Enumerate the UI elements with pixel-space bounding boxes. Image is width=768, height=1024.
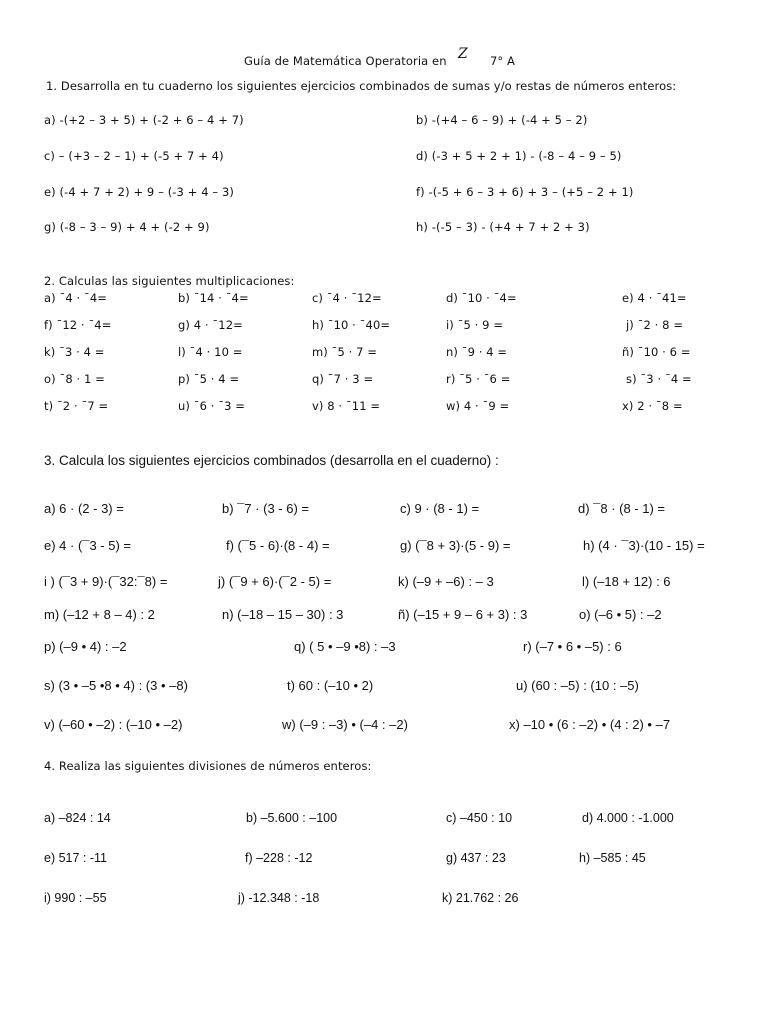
multiplication-item: o) ¯8 · 1 = [44,372,105,386]
multiplication-item: l) ¯4 · 10 = [178,345,243,359]
multiplication-item: n) ¯9 · 4 = [446,345,508,359]
division-item: c) –450 : 10 [446,811,513,825]
multiplication-item: s) ¯3 · ¯4 = [626,372,692,386]
page-title [244,56,447,68]
multiplication-item: m) ¯5 · 7 = [312,345,378,359]
section-1-instruction: 1. Desarrolla en tu cuaderno los siguientes ejercicios combinados de sumas y/o restas de números enteros: [46,79,677,93]
multiplication-item: u) ¯6 · ¯3 = [178,399,246,413]
exercise-1c: c) – (+3 – 2 – 1) + (-5 + 7 + 4) [44,149,224,163]
combined-exercise-item: x) –10 • (6 : –2) • (4 : 2) • –7 [509,717,671,732]
multiplication-item: p) ¯5 · 4 = [178,372,240,386]
division-item: b) –5.600 : –100 [246,811,338,825]
multiplication-item: ñ) ¯10 · 6 = [622,345,691,359]
multiplication-item: c) ¯4 · ¯12= [312,291,382,305]
multiplication-item: a) ¯4 · ¯4= [44,291,108,305]
combined-exercise-item: k) (–9 + –6) : – 3 [398,574,494,589]
combined-exercise-item: j) (¯9 + 6)·(¯2 - 5) = [218,574,332,589]
multiplication-item: f) ¯12 · ¯4= [44,318,112,332]
section-3-instruction: 3. Calcula los siguientes ejercicios combinados (desarrolla en el cuaderno) : [44,453,499,468]
combined-exercise-item: v) (–60 • –2) : (–10 • –2) [44,717,183,732]
division-item: k) 21.762 : 26 [442,891,519,905]
multiplication-item: e) 4 · ¯41= [622,291,687,305]
division-item: d) 4.000 : -1.000 [582,811,674,825]
section-4-instruction: 4. Realiza las siguientes divisiones de números enteros: [44,759,372,773]
multiplication-item: q) ¯7 · 3 = [312,372,374,386]
division-item: a) –824 : 14 [44,811,111,825]
exercise-1e: e) (-4 + 7 + 2) + 9 – (-3 + 4 – 3) [44,185,234,199]
combined-exercise-item: a) 6 · (2 - 3) = [44,501,124,516]
multiplication-item: g) 4 · ¯12= [178,318,243,332]
division-item: f) –228 : -12 [245,851,313,865]
exercise-1g: g) (-8 – 3 – 9) + 4 + (-2 + 9) [44,220,210,234]
multiplication-item: b) ¯14 · ¯4= [178,291,249,305]
combined-exercise-item: t) 60 : (–10 • 2) [287,678,374,693]
combined-exercise-item: n) (–18 – 15 – 30) : 3 [222,607,344,622]
multiplication-item: x) 2 · ¯8 = [622,399,683,413]
multiplication-item: k) ¯3 · 4 = [44,345,105,359]
division-item: e) 517 : -11 [44,851,108,865]
multiplication-item: v) 8 · ¯11 = [312,399,381,413]
exercise-1h: h) -(-5 – 3) - (+4 + 7 + 2 + 3) [416,220,590,234]
combined-exercise-item: m) (–12 + 8 – 4) : 2 [44,607,155,622]
multiplication-item: d) ¯10 · ¯4= [446,291,517,305]
integers-set-symbol: Z [458,46,468,62]
grade-label: 7° A [490,54,515,68]
exercise-1d: d) (-3 + 5 + 2 + 1) - (-8 – 4 – 9 – 5) [416,149,622,163]
combined-exercise-item: b) ¯7 · (3 - 6) = [222,501,310,516]
combined-exercise-item: f) (¯5 - 6)·(8 - 4) = [226,538,330,553]
combined-exercise-item: w) (–9 : –3) • (–4 : –2) [282,717,408,732]
combined-exercise-item: p) (–9 • 4) : –2 [44,639,127,654]
combined-exercise-item: r) (–7 • 6 • –5) : 6 [523,639,622,654]
combined-exercise-item: h) (4 · ¯3)·(10 - 15) = [583,538,705,553]
multiplication-item: w) 4 · ¯9 = [446,399,510,413]
multiplication-item: j) ¯2 · 8 = [626,318,684,332]
combined-exercise-item: g) (¯8 + 3)·(5 - 9) = [400,538,511,553]
combined-exercise-item: o) (–6 • 5) : –2 [579,607,662,622]
multiplication-item: r) ¯5 · ¯6 = [446,372,511,386]
multiplication-item: h) ¯10 · ¯40= [312,318,391,332]
exercise-1f: f) -(-5 + 6 – 3 + 6) + 3 – (+5 – 2 + 1) [416,185,634,199]
combined-exercise-item: i ) (¯3 + 9)·(¯32:¯8) = [44,574,168,589]
combined-exercise-item: d) ¯8 · (8 - 1) = [578,501,666,516]
multiplication-item: t) ¯2 · ¯7 = [44,399,109,413]
combined-exercise-item: c) 9 · (8 - 1) = [400,501,480,516]
multiplication-item: i) ¯5 · 9 = [446,318,504,332]
exercise-1a: a) -(+2 – 3 + 5) + (-2 + 6 – 4 + 7) [44,113,244,127]
combined-exercise-item: e) 4 · (¯3 - 5) = [44,538,132,553]
division-item: g) 437 : 23 [446,851,506,865]
exercise-1b: b) -(+4 – 6 – 9) + (-4 + 5 – 2) [416,113,588,127]
combined-exercise-item: l) (–18 + 12) : 6 [582,574,671,589]
combined-exercise-item: q) ( 5 • –9 •8) : –3 [294,639,396,654]
division-item: i) 990 : –55 [44,891,107,905]
combined-exercise-item: s) (3 • –5 •8 • 4) : (3 • –8) [44,678,188,693]
section-2-instruction: 2. Calculas las siguientes multiplicaciones: [44,274,295,288]
combined-exercise-item: u) (60 : –5) : (10 : –5) [516,678,639,693]
combined-exercise-item: ñ) (–15 + 9 – 6 + 3) : 3 [398,607,528,622]
division-item: j) -12.348 : -18 [238,891,320,905]
division-item: h) –585 : 45 [579,851,646,865]
title-text: Guía de Matemática Operatoria en [244,54,447,68]
